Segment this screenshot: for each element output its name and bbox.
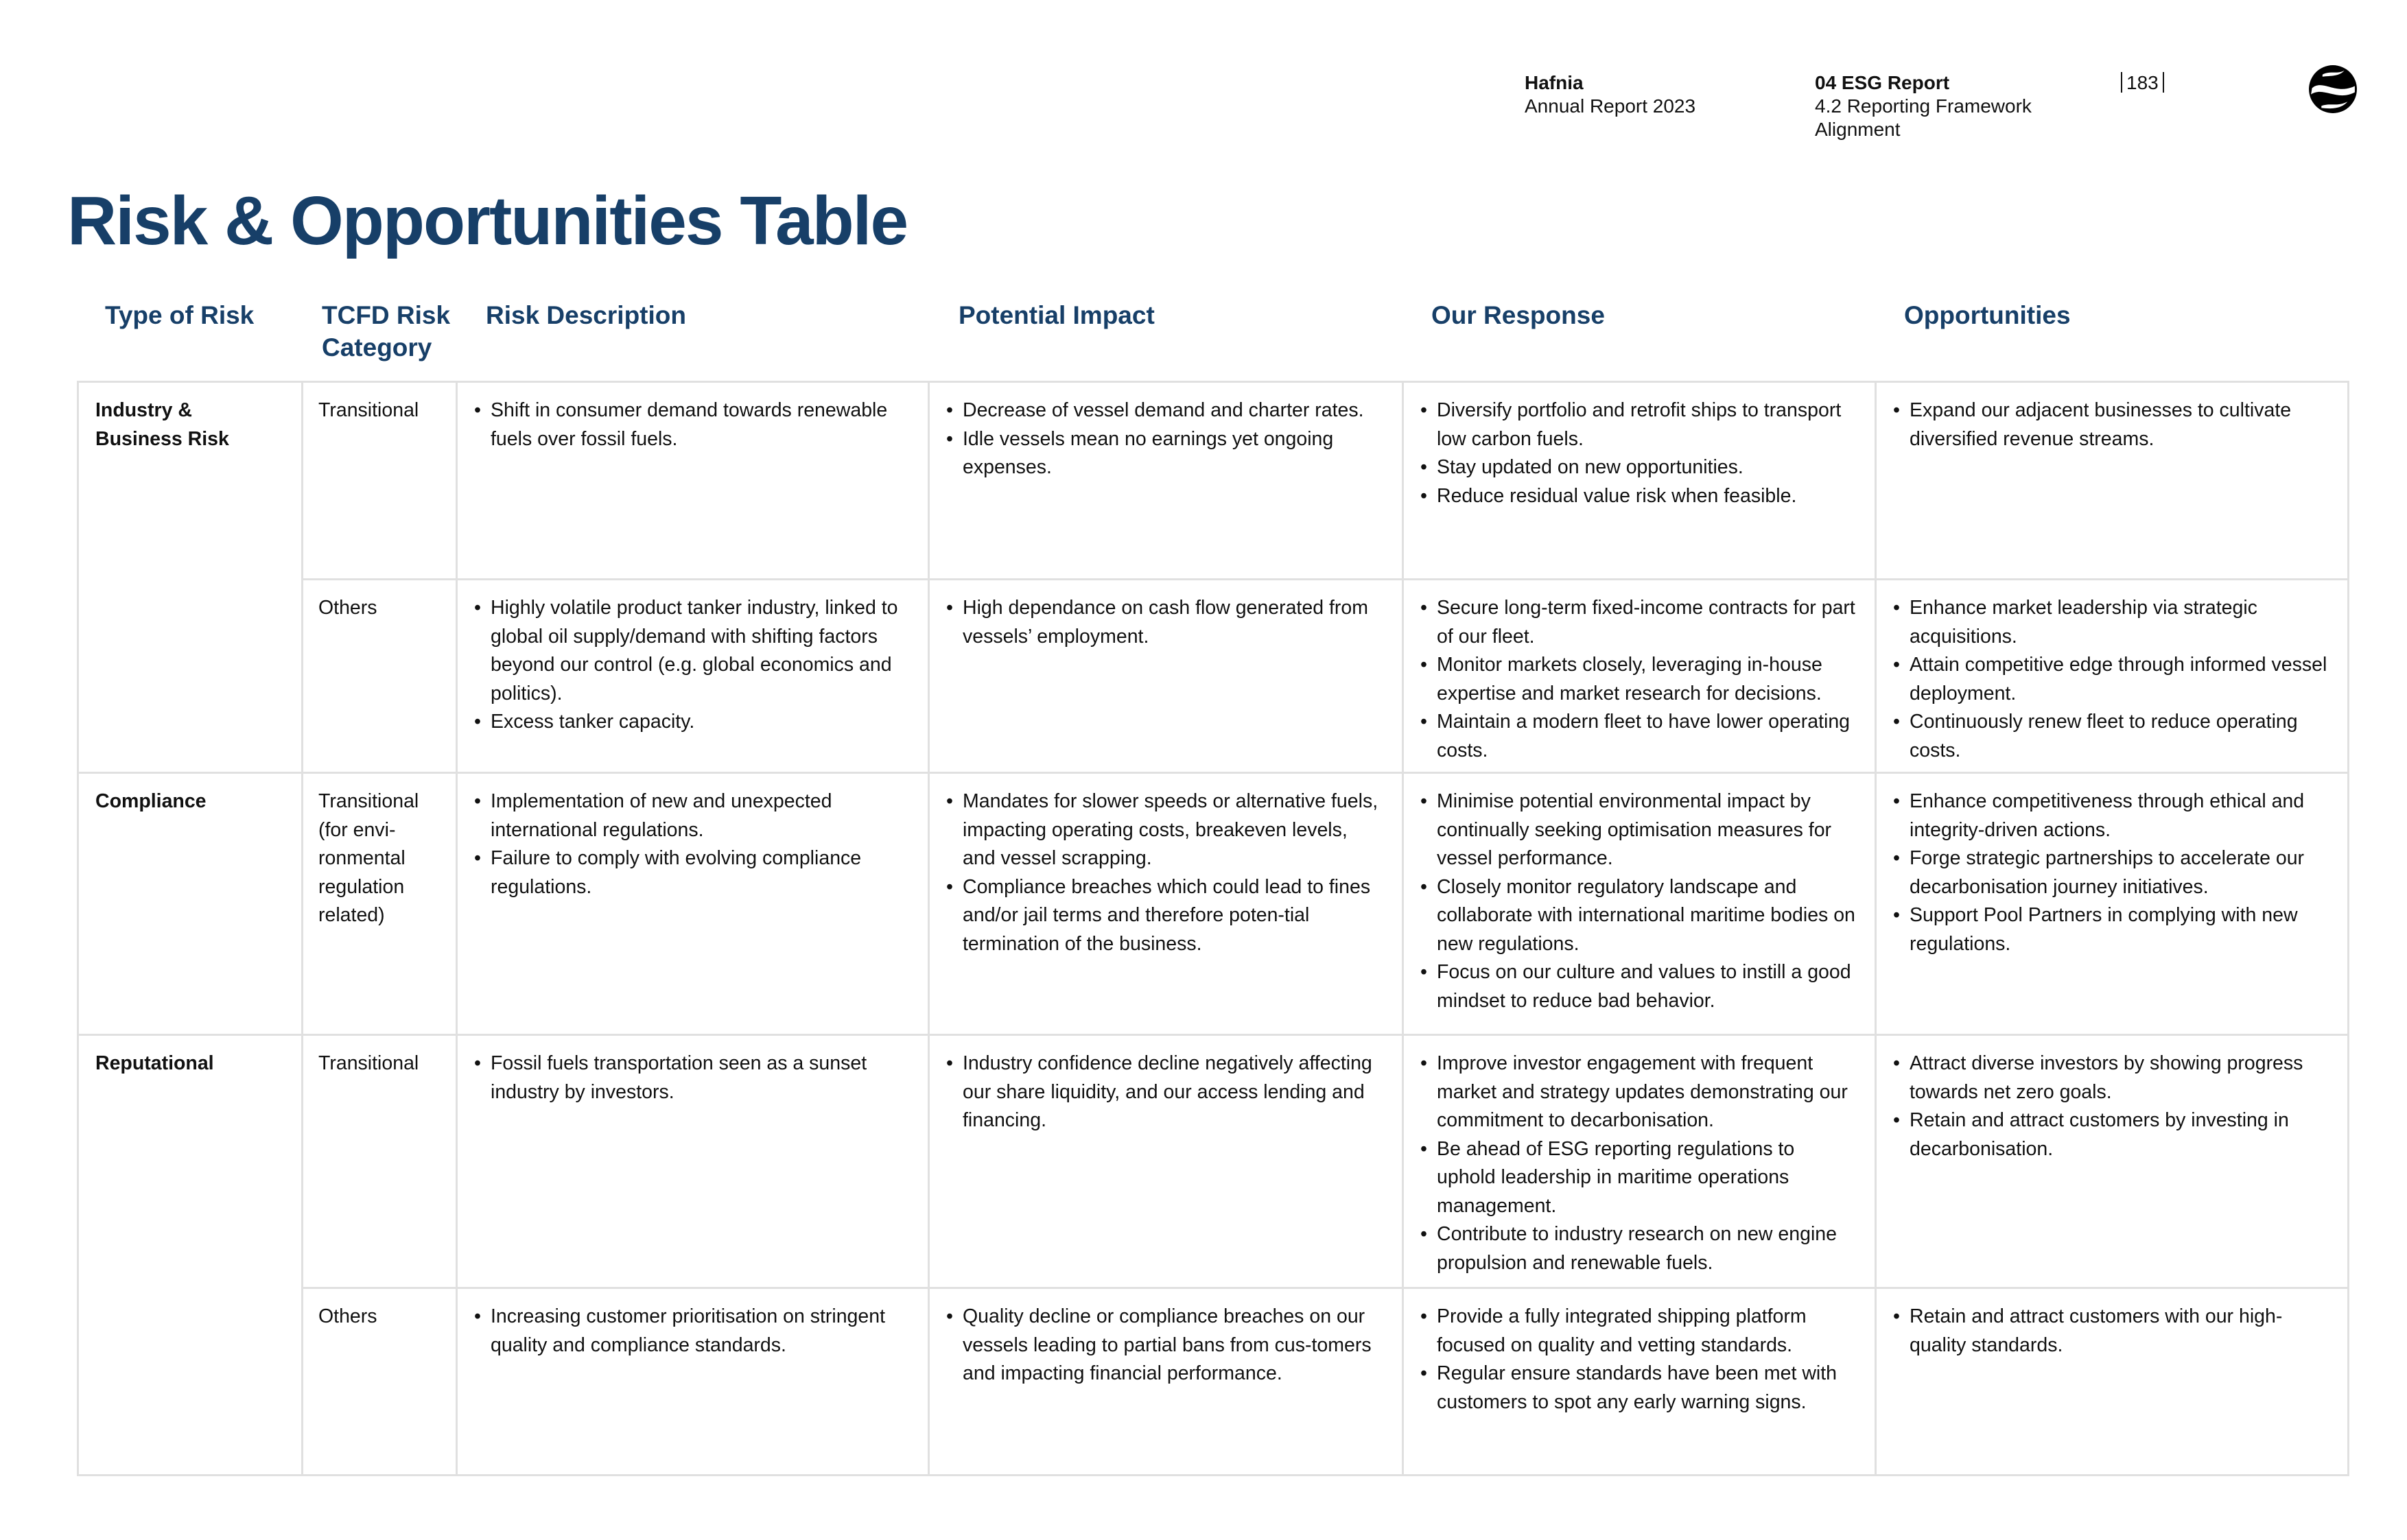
table-row <box>78 773 2349 1035</box>
column-header-type-of-risk: Type of Risk <box>105 301 255 329</box>
column-header-tcfd-line2: Category <box>322 333 432 362</box>
tcfd-category-cell <box>303 773 457 1035</box>
our-response-cell <box>1403 773 1876 1035</box>
list-item: • Compliance breaches which could lead to fines and/or jail terms and therefore poten-tial termination of the business. <box>946 873 1385 959</box>
page-number-divider-left <box>2121 72 2122 93</box>
list-item: • Increasing customer prioritisation on stringent quality and compliance standards. <box>474 1303 911 1360</box>
column-header-opportunities: Opportunities <box>1904 301 2071 329</box>
list-item: • Shift in consumer demand towards renewable fuels over fossil fuels. <box>474 396 911 453</box>
list-item: • Attain competitive edge through informed vessel deployment. <box>1893 651 2331 708</box>
potential-impact-cell <box>929 773 1403 1035</box>
page-number <box>2117 71 2168 95</box>
risk-description-cell <box>457 1288 929 1476</box>
list-item: • Retain and attract customers with our high-quality standards. <box>1893 1303 2331 1360</box>
list-item: • Monitor markets closely, leveraging in-house expertise and market research for decisions. <box>1420 651 1858 708</box>
column-header-potential-impact: Potential Impact <box>959 301 1155 329</box>
opportunities-cell <box>1876 773 2349 1035</box>
opportunities-cell <box>1876 1288 2349 1476</box>
list-item: • Diversify portfolio and retrofit ships to transport low carbon fuels. <box>1420 396 1858 453</box>
opportunities-cell <box>1876 1035 2349 1288</box>
column-header-tcfd-category <box>322 299 450 364</box>
risk-type-cell <box>78 382 303 773</box>
list-item: • Contribute to industry research on new engine propulsion and renewable fuels. <box>1420 1220 1858 1277</box>
list-item: • Highly volatile product tanker industry, linked to global oil supply/demand with shifting factors beyond our control (e.g. global economics and politics). <box>474 594 911 708</box>
list-item: • Enhance market leadership via strategic acquisitions. <box>1893 594 2331 651</box>
header-company-block <box>1525 71 1695 118</box>
risk-type-cell: Compliance <box>78 773 303 1035</box>
list-item: • Decrease of vessel demand and charter rates. <box>946 396 1385 425</box>
list-item: • Focus on our culture and values to instill a good mindset to reduce bad behavior. <box>1420 958 1858 1015</box>
our-response-cell <box>1403 580 1876 773</box>
page-title: Risk & Opportunities Table <box>67 182 908 259</box>
list-item: • Forge strategic partnerships to accelerate our decarbonisation journey initiatives. <box>1893 844 2331 901</box>
list-item: • Industry confidence decline negatively affecting our share liquidity, and our access lending and financing. <box>946 1050 1385 1135</box>
list-item: • Quality decline or compliance breaches on our vessels leading to partial bans from cus-tomers and impacting financial performance. <box>946 1303 1385 1388</box>
list-item: • Provide a fully integrated shipping platform focused on quality and vetting standards. <box>1420 1303 1858 1360</box>
our-response-cell <box>1403 382 1876 580</box>
potential-impact-cell <box>929 580 1403 773</box>
table-row <box>78 580 2349 773</box>
list-item: • Support Pool Partners in complying with new regulations. <box>1893 901 2331 958</box>
page-number-value: 183 <box>2126 72 2159 93</box>
risk-opportunities-table <box>77 381 2349 1476</box>
header-section-title: 04 ESG Report <box>1815 72 1950 93</box>
list-item: • Retain and attract customers by investing in decarbonisation. <box>1893 1106 2331 1163</box>
table-row <box>78 382 2349 580</box>
tcfd-category-cell: Transitional <box>303 1035 457 1288</box>
list-item: • Minimise potential environmental impact by continually seeking optimisation measures for vessel performance. <box>1420 787 1858 873</box>
table-row <box>78 1035 2349 1288</box>
risk-type-label-line2: Business Risk <box>95 427 229 450</box>
list-item: • Mandates for slower speeds or alternative fuels, impacting operating costs, breakeven levels, and vessel scrapping. <box>946 787 1385 873</box>
list-item: • Fossil fuels transportation seen as a sunset industry by investors. <box>474 1050 911 1106</box>
list-item: • Enhance competitiveness through ethical and integrity-driven actions. <box>1893 787 2331 844</box>
tcfd-category-cell: Transitional <box>303 382 457 580</box>
header-section-block <box>1815 71 2032 141</box>
risk-description-cell <box>457 580 929 773</box>
hafnia-logo-icon <box>2307 63 2359 115</box>
list-item: • Failure to comply with evolving compliance regulations. <box>474 844 911 901</box>
list-item: • Implementation of new and unexpected international regulations. <box>474 787 911 844</box>
header-report-name: Annual Report 2023 <box>1525 95 1696 117</box>
list-item: • Maintain a modern fleet to have lower operating costs. <box>1420 708 1858 765</box>
risk-type-label-line1: Industry & <box>95 399 192 421</box>
list-item: • Closely monitor regulatory landscape and collaborate with international maritime bodies on new regulations. <box>1420 873 1858 959</box>
list-item: • Continuously renew fleet to reduce operating costs. <box>1893 708 2331 765</box>
tcfd-category-cell: Others <box>303 1288 457 1476</box>
risk-type-cell: Reputational <box>78 1035 303 1476</box>
column-header-risk-description: Risk Description <box>486 301 686 329</box>
list-item: • Reduce residual value risk when feasible. <box>1420 482 1858 511</box>
list-item: • Regular ensure standards have been met with customers to spot any early warning signs. <box>1420 1360 1858 1417</box>
potential-impact-cell <box>929 1288 1403 1476</box>
column-header-our-response: Our Response <box>1431 301 1605 329</box>
list-item: • Attract diverse investors by showing progress towards net zero goals. <box>1893 1050 2331 1106</box>
list-item: • Improve investor engagement with frequent market and strategy updates demonstrating our commitment to decarbonisation. <box>1420 1050 1858 1135</box>
potential-impact-cell <box>929 1035 1403 1288</box>
page-number-divider-right <box>2163 72 2164 93</box>
column-header-tcfd-line1: TCFD Risk <box>322 301 451 329</box>
risk-description-cell <box>457 382 929 580</box>
risk-description-cell <box>457 773 929 1035</box>
table-row <box>78 1288 2349 1476</box>
list-item: • Secure long-term fixed-income contracts for part of our fleet. <box>1420 594 1858 651</box>
opportunities-cell <box>1876 580 2349 773</box>
list-item: • High dependance on cash flow generated from vessels’ employment. <box>946 594 1385 651</box>
our-response-cell <box>1403 1035 1876 1288</box>
list-item: • Excess tanker capacity. <box>474 708 911 737</box>
our-response-cell <box>1403 1288 1876 1476</box>
tcfd-category-label: Transitional (for envi-ronmental regulation related) <box>318 790 419 926</box>
opportunities-cell <box>1876 382 2349 580</box>
header-section-subtitle-line2: Alignment <box>1815 119 1901 140</box>
header-section-subtitle-line1: 4.2 Reporting Framework <box>1815 95 2032 117</box>
list-item: • Expand our adjacent businesses to cultivate diversified revenue streams. <box>1893 396 2331 453</box>
list-item: • Be ahead of ESG reporting regulations to uphold leadership in maritime operations management. <box>1420 1135 1858 1221</box>
header-company-name: Hafnia <box>1525 72 1584 93</box>
risk-description-cell <box>457 1035 929 1288</box>
tcfd-category-cell: Others <box>303 580 457 773</box>
list-item: • Stay updated on new opportunities. <box>1420 453 1858 482</box>
list-item: • Idle vessels mean no earnings yet ongoing expenses. <box>946 425 1385 482</box>
potential-impact-cell <box>929 382 1403 580</box>
